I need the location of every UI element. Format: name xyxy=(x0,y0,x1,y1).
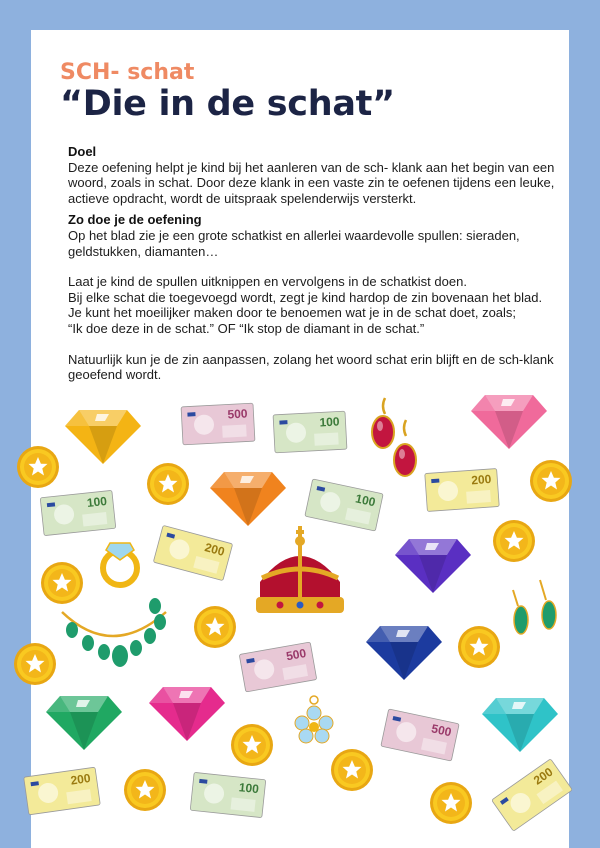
coin-12[interactable] xyxy=(430,782,472,824)
emerald-necklace[interactable] xyxy=(62,598,166,667)
banknote-100-1[interactable] xyxy=(273,411,347,453)
blue-diamond[interactable] xyxy=(366,626,442,680)
banknote-200-2[interactable] xyxy=(153,525,232,580)
howto-line-4: “Ik doe deze in de schat.” OF “Ik stop de diamant in de schat.” xyxy=(68,320,425,336)
flower-pendant[interactable] xyxy=(295,696,333,743)
orange-diamond[interactable] xyxy=(210,472,286,526)
banknote-value: 100 xyxy=(319,414,340,430)
banknote-100-2[interactable] xyxy=(40,490,116,535)
banknote-value: 200 xyxy=(69,770,92,788)
goal-text: Deze oefening helpt je kind bij het aanleren van de sch- klank aan het begin van een woord, zoals in schat. Door deze klank in een vaste zin te oefenen tijdens een leuke, actieve opdracht, wordt de uitspraak spelenderwijs versterkt. xyxy=(68,159,555,206)
coin-10[interactable] xyxy=(331,749,373,791)
magenta-diamond[interactable] xyxy=(149,687,225,741)
howto-line-1: Laat je kind de spullen uitknippen en vervolgens in de schatkist doen. xyxy=(68,274,467,290)
yellow-diamond[interactable] xyxy=(65,410,141,464)
coin-6[interactable] xyxy=(194,606,236,648)
ruby-earrings[interactable] xyxy=(372,398,416,476)
banknote-value: 200 xyxy=(203,540,227,559)
purple-diamond[interactable] xyxy=(395,539,471,593)
banknote-value: 200 xyxy=(531,764,556,788)
banknote-200-4[interactable] xyxy=(492,759,573,831)
banknote-500-2[interactable] xyxy=(239,642,317,692)
banknote-100-4[interactable] xyxy=(190,772,266,817)
coin-9[interactable] xyxy=(231,724,273,766)
banknote-value: 500 xyxy=(227,406,248,422)
howto-paragraph-1: Op het blad zie je een grote schatkist en allerlei waardevolle spullen: sieraden, geldstukken, diamanten… xyxy=(68,227,520,259)
coin-1[interactable] xyxy=(17,446,59,488)
crown[interactable] xyxy=(256,526,344,613)
goal-heading: Doel xyxy=(68,144,97,159)
banknote-500-3[interactable] xyxy=(381,709,459,761)
exercise-subtitle: SCH- schat xyxy=(60,60,195,85)
banknote-value: 100 xyxy=(238,780,260,797)
coin-5[interactable] xyxy=(41,562,83,604)
banknote-200-3[interactable] xyxy=(24,767,101,815)
banknote-100-3[interactable] xyxy=(305,479,383,531)
banknote-500-1[interactable] xyxy=(181,403,255,445)
pink-diamond-top[interactable] xyxy=(471,395,547,449)
banknote-200-1[interactable] xyxy=(425,469,499,512)
coin-4[interactable] xyxy=(493,520,535,562)
banknote-value: 100 xyxy=(86,493,108,510)
coin-8[interactable] xyxy=(458,626,500,668)
teal-diamond[interactable] xyxy=(482,698,558,752)
coin-3[interactable] xyxy=(530,460,572,502)
banknote-value: 500 xyxy=(285,646,308,664)
banknote-value: 500 xyxy=(430,721,453,740)
green-diamond[interactable] xyxy=(46,696,122,750)
banknote-value: 100 xyxy=(354,491,377,510)
gold-ring[interactable] xyxy=(103,543,137,585)
banknote-value: 200 xyxy=(470,471,492,488)
emerald-earrings[interactable] xyxy=(513,580,556,634)
howto-paragraph-3: Natuurlijk kun je de zin aanpassen, zolang het woord schat erin blijft en de sch-klank geoefend wordt. xyxy=(68,351,554,383)
howto-line-3: Je kunt het moeilijker maken door te benoemen wat je in de schat doet, zoals; xyxy=(68,305,517,321)
howto-line-2: Bij elke schat die toegevoegd wordt, zegt je kind hardop de zin bovenaan het blad. xyxy=(68,289,543,305)
coin-2[interactable] xyxy=(147,463,189,505)
coin-11[interactable] xyxy=(124,769,166,811)
exercise-title: “Die in de schat” xyxy=(60,84,395,124)
coin-7[interactable] xyxy=(14,643,56,685)
howto-heading: Zo doe je de oefening xyxy=(68,212,202,228)
